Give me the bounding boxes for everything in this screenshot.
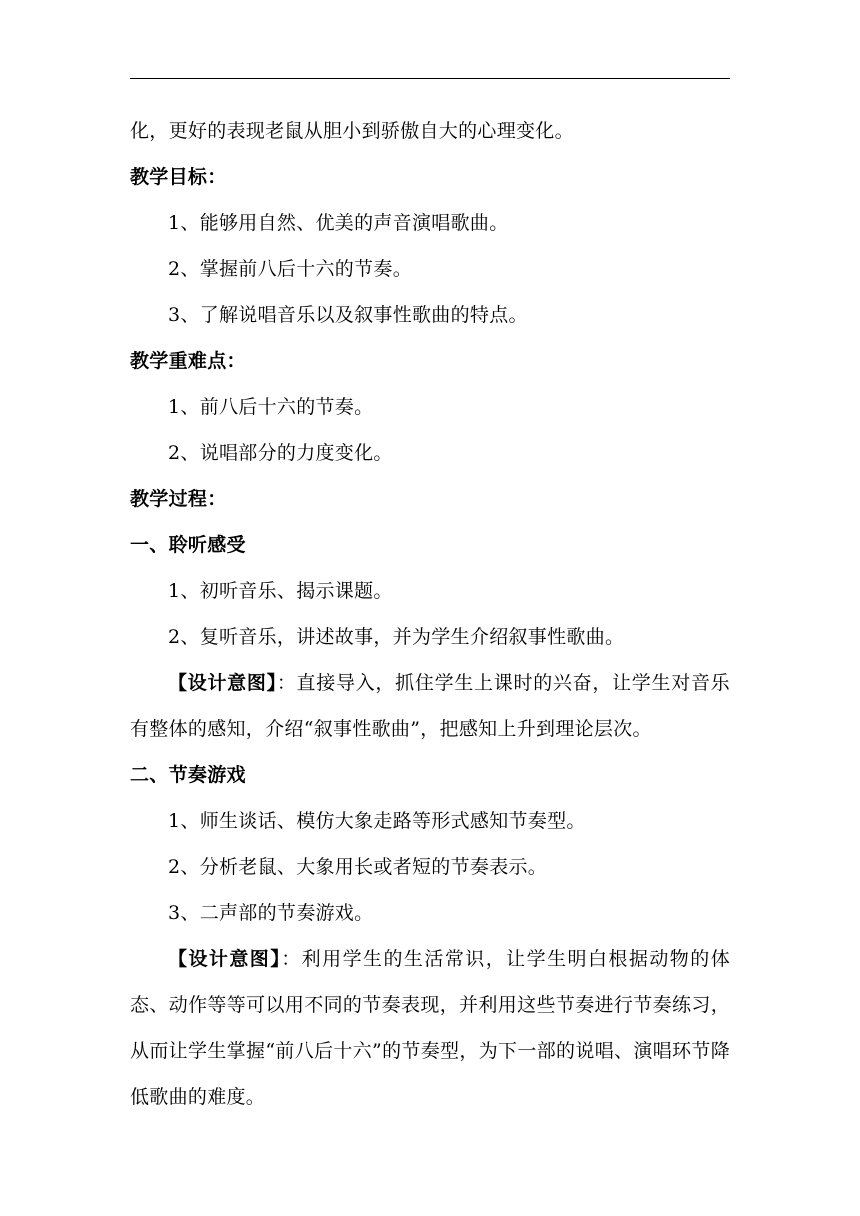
document-body	[130, 108, 730, 1120]
section1-item: 2、复听音乐，讲述故事，并为学生介绍叙事性歌曲。	[168, 626, 625, 648]
key-point-item: 2、说唱部分的力度变化。	[168, 442, 393, 464]
section1-item: 1、初听音乐、揭示课题。	[168, 580, 393, 602]
header-rule	[130, 78, 730, 79]
section2-item: 1、师生谈话、模仿大象走路等形式感知节奏型。	[168, 810, 586, 832]
goals-heading: 教学目标：	[130, 166, 227, 188]
section2-design-paragraph	[130, 936, 730, 1120]
section2-item: 2、分析老鼠、大象用长或者短的节奏表示。	[168, 856, 548, 878]
section2-item: 3、二声部的节奏游戏。	[168, 902, 374, 924]
goal-item: 2、掌握前八后十六的节奏。	[168, 258, 412, 280]
key-point-item: 1、前八后十六的节奏。	[168, 396, 374, 418]
section1-heading: 一、聆听感受	[130, 534, 246, 556]
design-intent-text: ：直接导入，抓住学生上课时的兴奋，让学生对音乐有整体的感知，介绍“叙事性歌曲”，把感知上升到理论层次。	[130, 672, 730, 740]
continuation-text: 化，更好的表现老鼠从胆小到骄傲自大的心理变化。	[130, 120, 574, 142]
goal-item: 3、了解说唱音乐以及叙事性歌曲的特点。	[168, 304, 528, 326]
design-intent-text: ：利用学生的生活常识，让学生明白根据动物的体态、动作等等可以用不同的节奏表现，并利用这些节奏进行节奏练习，从而让学生掌握“前八后十六”的节奏型，为下一部的说唱、演唱环节降低歌曲的难度。	[130, 948, 730, 1108]
goal-item: 1、能够用自然、优美的声音演唱歌曲。	[168, 212, 509, 234]
process-heading: 教学过程：	[130, 488, 227, 510]
key-points-heading: 教学重难点：	[130, 350, 246, 372]
design-intent-tag: 【设计意图】	[168, 948, 282, 970]
section2-heading: 二、节奏游戏	[130, 764, 246, 786]
section1-design-paragraph	[130, 660, 730, 752]
design-intent-tag: 【设计意图】	[168, 672, 277, 694]
